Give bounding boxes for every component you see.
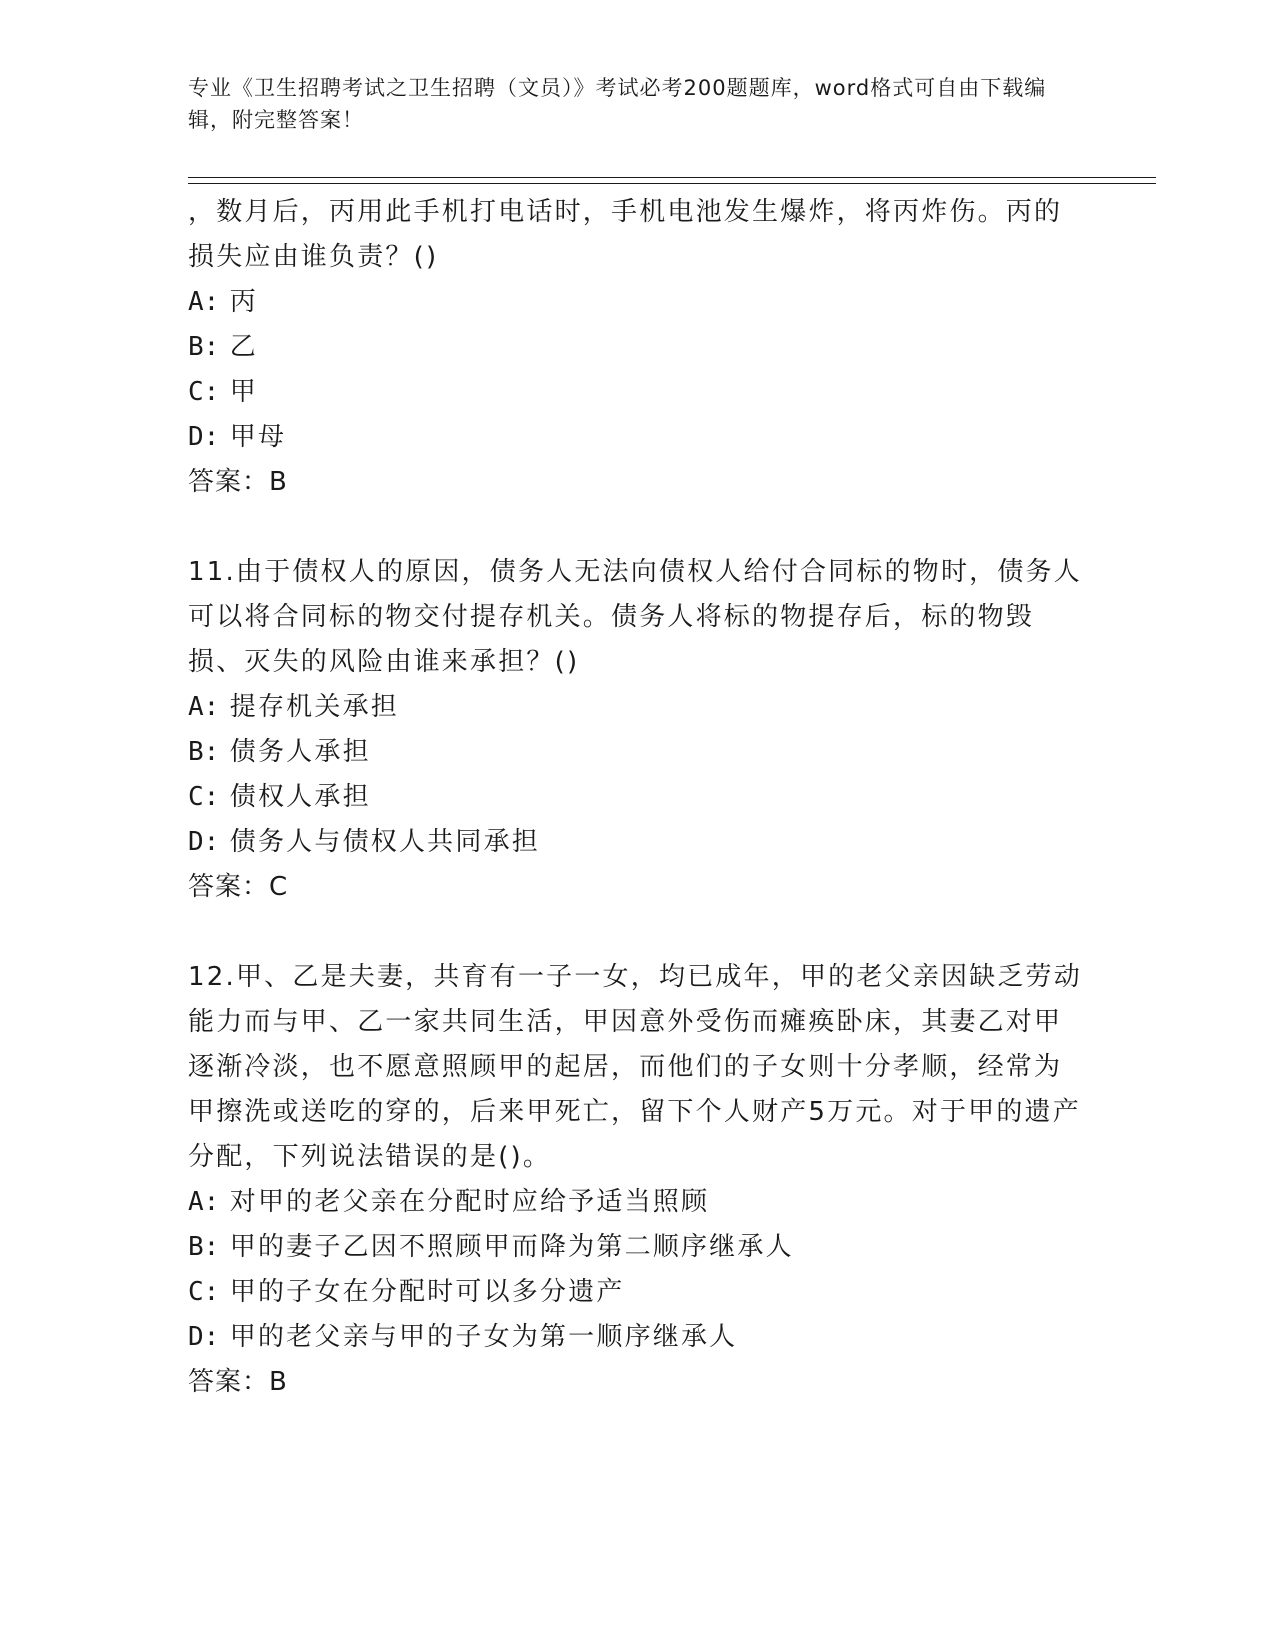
- option-letter: C:: [188, 1277, 220, 1307]
- option-text: 乙: [229, 332, 258, 362]
- answer-line: 答案：B: [188, 1367, 288, 1397]
- option-letter: D:: [188, 1322, 220, 1352]
- option-b: [188, 325, 1088, 370]
- option-text: 甲母: [229, 422, 287, 452]
- question-list: [188, 190, 1088, 1405]
- option-d: [188, 1315, 1088, 1360]
- option-a: [188, 685, 1088, 730]
- option-c: [188, 775, 1088, 820]
- option-letter: B:: [188, 1232, 220, 1262]
- option-text: 债务人与债权人共同承担: [229, 827, 540, 857]
- option-text: 甲的妻子乙因不照顾甲而降为第二顺序继承人: [229, 1232, 794, 1262]
- option-letter: C:: [188, 782, 220, 812]
- option-text: 提存机关承担: [229, 692, 399, 722]
- option-letter: B:: [188, 332, 220, 362]
- question-block: [188, 550, 1088, 910]
- question-text: 11.由于债权人的原因，债务人无法向债权人给付合同标的物时，债务人可以将合同标的物交付提存机关。债务人将标的物提存后，标的物毁损、灭失的风险由谁来承担？(): [188, 557, 1082, 677]
- option-b: [188, 1225, 1088, 1270]
- option-letter: D:: [188, 422, 220, 452]
- option-d: [188, 415, 1088, 460]
- answer-line: 答案：B: [188, 467, 288, 497]
- option-c: [188, 370, 1088, 415]
- option-text: 甲的子女在分配时可以多分遗产: [229, 1277, 625, 1307]
- question-block: [188, 190, 1088, 505]
- option-a: [188, 1180, 1088, 1225]
- header-divider-top: [188, 177, 1156, 178]
- question-block: [188, 955, 1088, 1405]
- option-a: [188, 280, 1088, 325]
- option-letter: A:: [188, 287, 220, 317]
- document-header: 专业《卫生招聘考试之卫生招聘（文员）》考试必考200题题库，word格式可自由下载编辑，附完整答案！: [188, 76, 1047, 132]
- question-text: ，数月后，丙用此手机打电话时，手机电池发生爆炸，将丙炸伤。丙的损失应由谁负责？(): [188, 197, 1063, 272]
- option-letter: D:: [188, 827, 220, 857]
- option-letter: A:: [188, 1187, 220, 1217]
- option-c: [188, 1270, 1088, 1315]
- option-b: [188, 730, 1088, 775]
- option-text: 债务人承担: [229, 737, 371, 767]
- header-divider-bottom: [188, 183, 1156, 184]
- option-text: 对甲的老父亲在分配时应给予适当照顾: [229, 1187, 710, 1217]
- option-text: 甲的老父亲与甲的子女为第一顺序继承人: [229, 1322, 738, 1352]
- option-text: 甲: [229, 377, 258, 407]
- option-text: 债权人承担: [229, 782, 371, 812]
- answer-line: 答案：C: [188, 872, 289, 902]
- option-d: [188, 820, 1088, 865]
- option-letter: C:: [188, 377, 220, 407]
- option-text: 丙: [229, 287, 258, 317]
- question-text: 12.甲、乙是夫妻，共育有一子一女，均已成年，甲的老父亲因缺乏劳动能力而与甲、乙一家共同生活，甲因意外受伤而瘫痪卧床，其妻乙对甲逐渐冷淡，也不愿意照顾甲的起居，而他们的子女则十分孝顺，经常为甲擦洗或送吃的穿的，后来甲死亡，留下个人财产5万元。对于甲的遗产分配，下列说法错误的是()。: [188, 962, 1082, 1172]
- option-letter: B:: [188, 737, 220, 767]
- option-letter: A:: [188, 692, 220, 722]
